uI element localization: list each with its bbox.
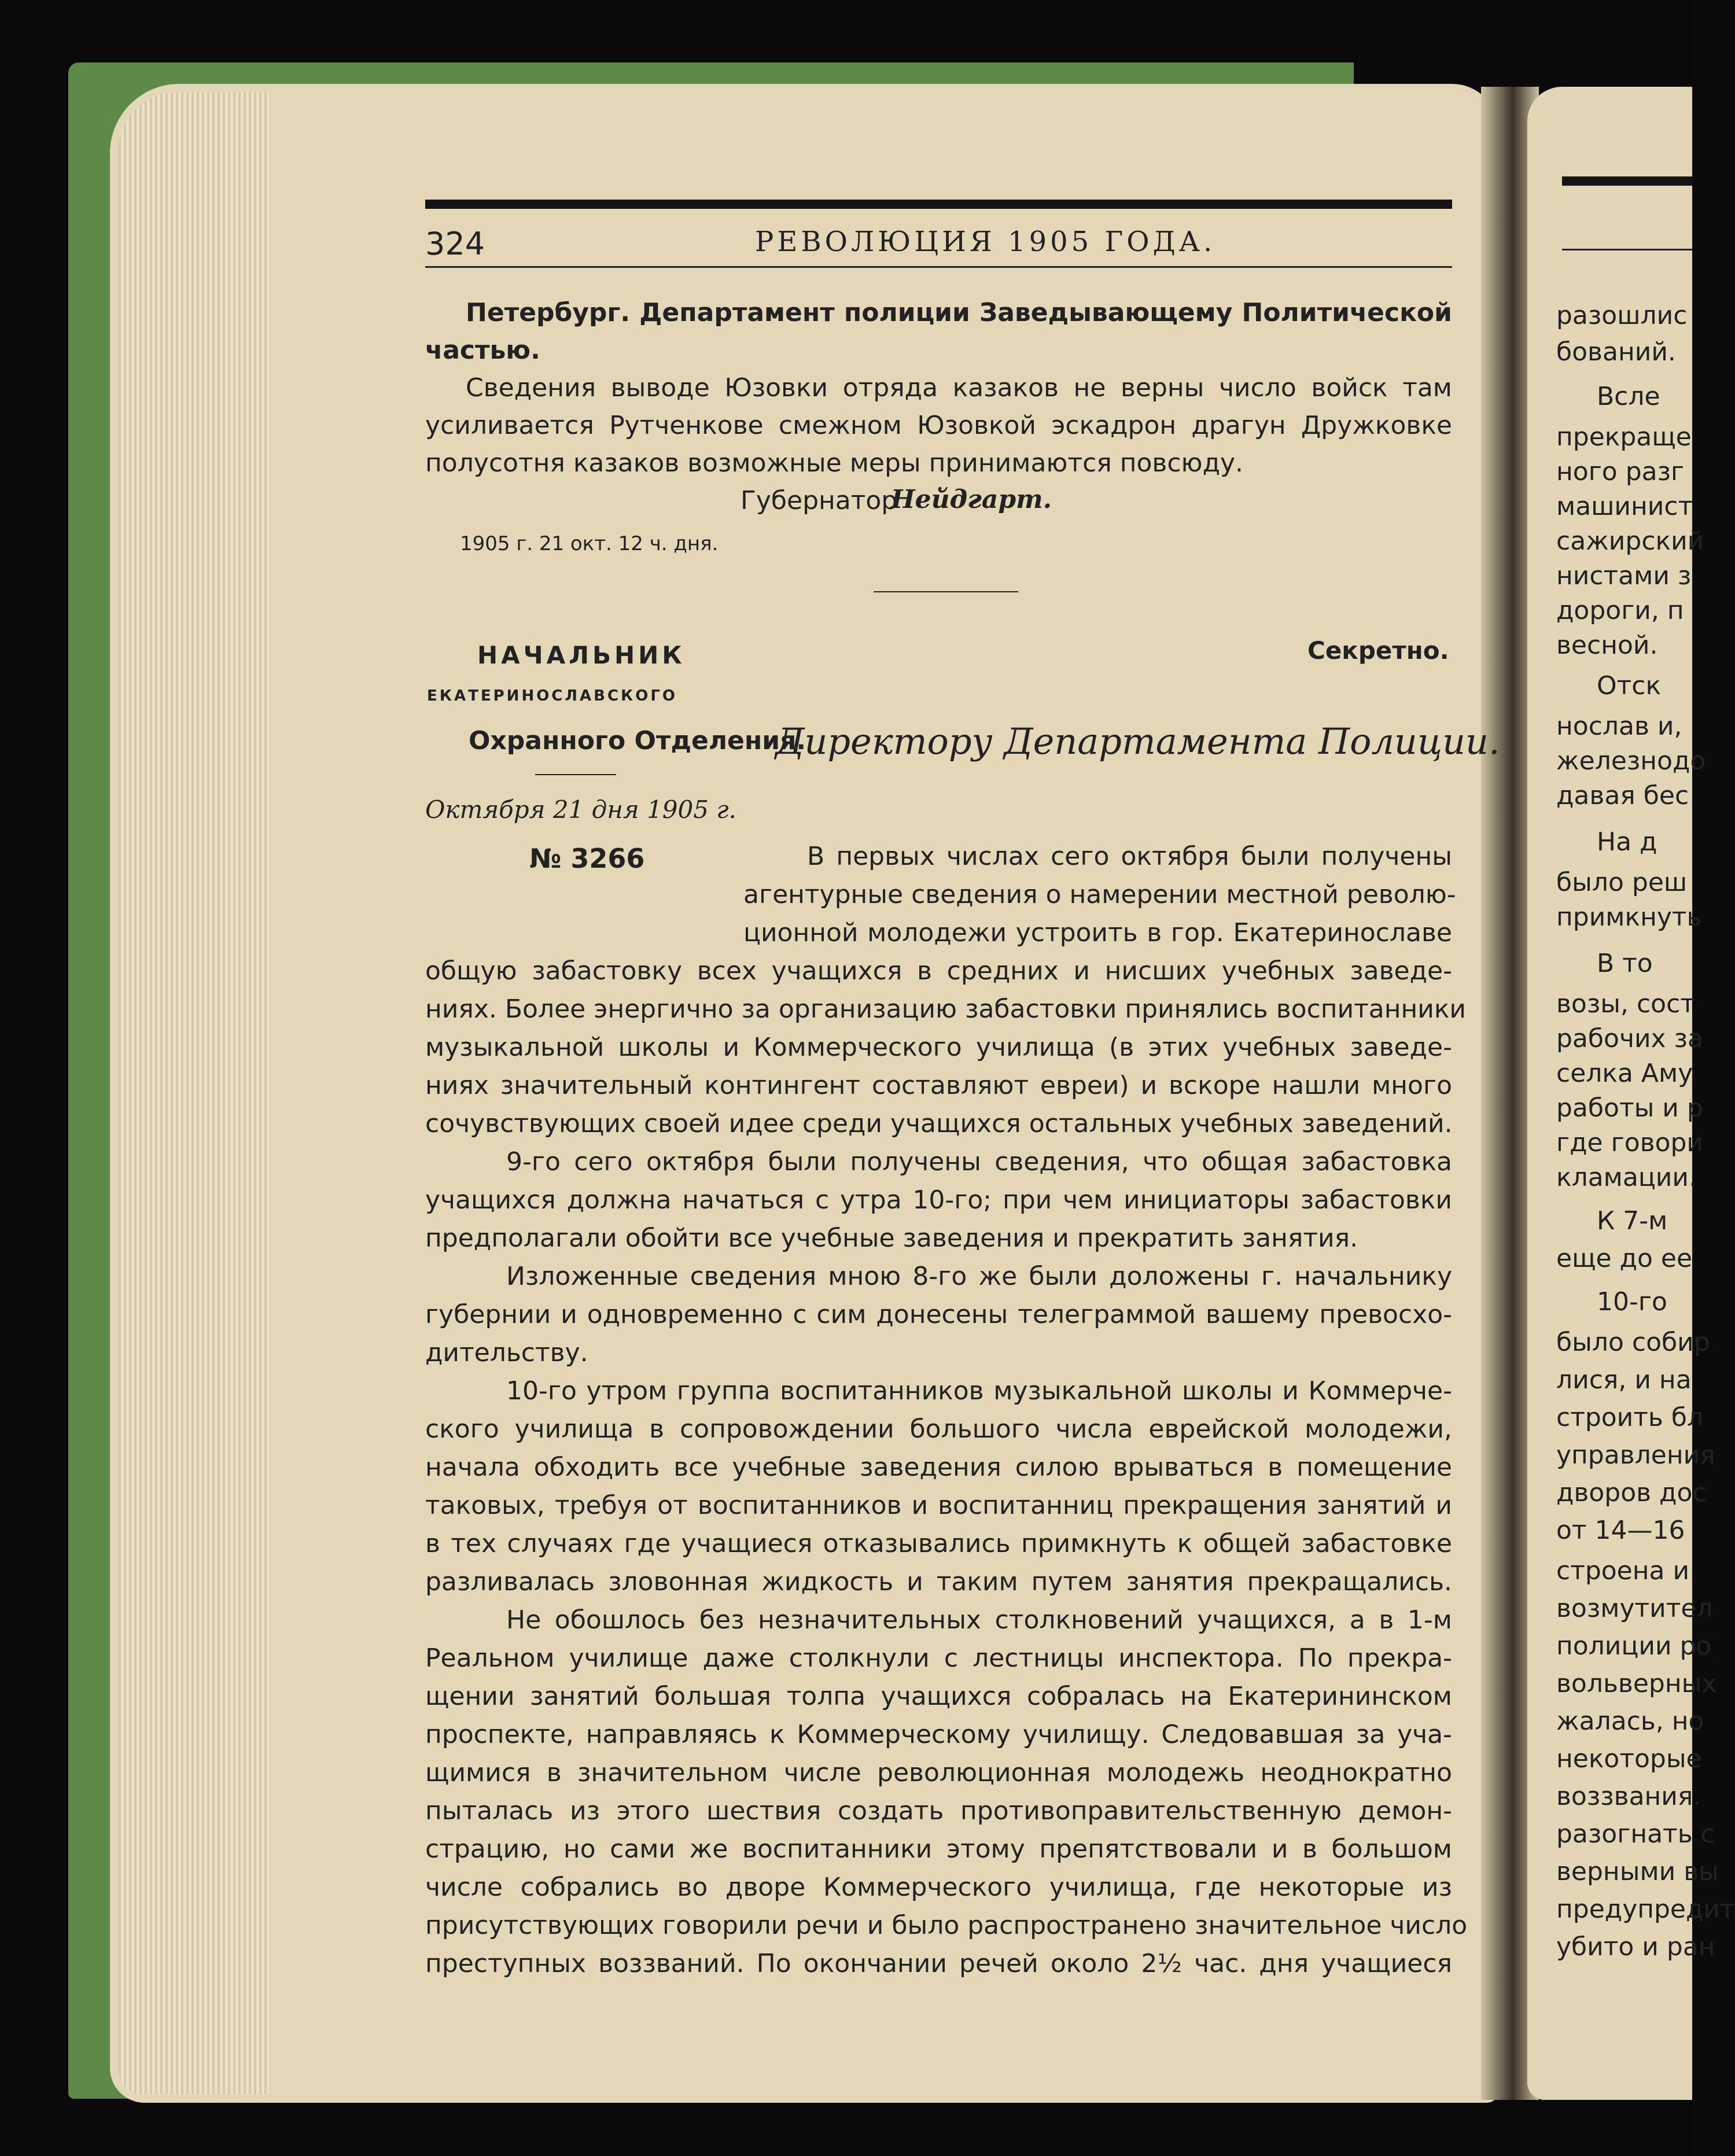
body-line: предполагали обойти все учебные заведения и прекратить занятия. bbox=[425, 1223, 1358, 1253]
right-fragment: некоторые bbox=[1556, 1744, 1702, 1774]
body-line: присутствующих говорили речи и было распространено значительное число bbox=[425, 1911, 1468, 1940]
right-fragment: лися, и на bbox=[1556, 1365, 1692, 1395]
right-fragment: давая бес bbox=[1556, 781, 1689, 810]
body-line: преступных воззваний. По окончании речей около 2½ час. дня учащиеся bbox=[425, 1949, 1452, 1978]
right-fragment: дороги, п bbox=[1556, 596, 1684, 625]
body-line: 9-го сего октября были получены сведения, что общая забастовка bbox=[506, 1147, 1452, 1177]
header-rule-thin bbox=[425, 266, 1452, 268]
page-number: 324 bbox=[425, 226, 485, 262]
right-fragment: возмутител bbox=[1556, 1594, 1713, 1623]
right-fragment: было реш bbox=[1556, 868, 1688, 897]
body-line: агентурные сведения о намерении местной револю- bbox=[743, 880, 1456, 909]
telegram-addressee-line: частью. bbox=[425, 336, 540, 365]
right-fragment: 10-го bbox=[1597, 1287, 1667, 1317]
right-fragment: дворов дос bbox=[1556, 1478, 1707, 1508]
right-fragment: возы, сост bbox=[1556, 989, 1695, 1019]
classification: Секретно. bbox=[1307, 636, 1449, 665]
report-number: № 3266 bbox=[529, 843, 645, 874]
right-fragment: бований. bbox=[1556, 337, 1676, 367]
right-fragment: было собир bbox=[1556, 1328, 1710, 1357]
body-line: ниях. Более энергично за организацию забастовки принялись воспитанники bbox=[425, 994, 1467, 1024]
body-line: музыкальной школы и Коммерческого училища (в этих учебных заведе- bbox=[425, 1033, 1452, 1062]
body-line: числе собрались во дворе Коммерческого училища, где некоторые из bbox=[425, 1873, 1452, 1902]
sender-department: ЕКАТЕРИНОСЛАВСКОГО bbox=[427, 687, 678, 705]
right-fragment: примкнуть bbox=[1556, 902, 1702, 932]
right-fragment: от 14—16 bbox=[1556, 1516, 1685, 1545]
report-addressee: Директору Департамента Полиции. bbox=[775, 720, 1500, 762]
body-line: Изложенные сведения мною 8-го же были доложены г. начальнику bbox=[506, 1262, 1452, 1291]
sender-separator bbox=[535, 774, 616, 775]
right-header-rule-thin bbox=[1562, 249, 1692, 250]
right-header-rule bbox=[1562, 176, 1692, 186]
right-fragment: строить бл bbox=[1556, 1403, 1704, 1432]
right-fragment: верными вы bbox=[1556, 1857, 1719, 1886]
body-line: общую забастовку всех учащихся в средних и нисших учебных заведе- bbox=[425, 956, 1452, 986]
telegram-signature-role: Губернатор bbox=[741, 486, 898, 515]
right-fragment: еще до ее bbox=[1556, 1244, 1693, 1273]
body-line: ского училища в сопровождении большого числа еврейской молодежи, bbox=[425, 1414, 1452, 1444]
running-title: РЕВОЛЮЦИЯ 1905 ГОДА. bbox=[755, 226, 1216, 258]
body-line: Не обошлось без незначительных столкновений учащихся, а в 1-м bbox=[506, 1605, 1452, 1635]
right-fragment: предупредит bbox=[1556, 1895, 1735, 1924]
right-fragment: строена и bbox=[1556, 1556, 1690, 1586]
sender-title: НАЧАЛЬНИК bbox=[477, 641, 686, 669]
right-fragment: кламации. bbox=[1556, 1163, 1697, 1192]
body-line: ционной молодежи устроить в гор. Екатеринославе bbox=[743, 918, 1452, 948]
body-line: губернии и одновременно с сим донесены телеграммой вашему превосхо- bbox=[425, 1300, 1452, 1329]
body-line: таковых, требуя от воспитанников и воспитанниц прекращения занятий и bbox=[425, 1491, 1452, 1520]
right-fragment: вольверных bbox=[1556, 1669, 1717, 1698]
right-fragment: работы и р bbox=[1556, 1093, 1703, 1123]
right-fragment: воззвания. bbox=[1556, 1782, 1701, 1811]
body-line: ниях значительный контингент составляют евреи) и вскоре нашли много bbox=[425, 1071, 1452, 1100]
section-separator bbox=[874, 591, 1018, 592]
right-fragment: полиции ро bbox=[1556, 1631, 1712, 1661]
body-line: В первых числах сего октября были получены bbox=[807, 842, 1452, 871]
telegram-signature-name: Нейдгарт. bbox=[891, 485, 1052, 514]
telegram-body-line: полусотня казаков возможные меры принимаются повсюду. bbox=[425, 448, 1244, 478]
body-line: сочувствующих своей идее среди учащихся остальных учебных заведений. bbox=[425, 1109, 1453, 1138]
body-line: в тех случаях где учащиеся отказывались примкнуть к общей забастовке bbox=[425, 1529, 1452, 1558]
body-line: Реальном училище даже столкнули с лестницы инспектора. По прекра- bbox=[425, 1643, 1452, 1673]
telegram-date: 1905 г. 21 окт. 12 ч. дня. bbox=[460, 532, 719, 555]
body-line: щимися в значительном числе революционная молодежь неоднократно bbox=[425, 1758, 1452, 1788]
right-fragment: машинист bbox=[1556, 492, 1693, 521]
right-fragment: Всле bbox=[1597, 382, 1660, 411]
right-fragment: Отск bbox=[1597, 671, 1662, 701]
body-line: страцию, но сами же воспитанники этому препятствовали и в большом bbox=[425, 1834, 1452, 1864]
body-line: учащихся должна начаться с утра 10-го; при чем инициаторы забастовки bbox=[425, 1185, 1452, 1215]
body-line: щении занятий большая толпа учащихся собралась на Екатерининском bbox=[425, 1682, 1452, 1711]
telegram-addressee-line: Петербург. Департамент полиции Заведывающему Политической bbox=[466, 298, 1452, 327]
right-fragment: ного разг bbox=[1556, 457, 1685, 487]
right-fragment: нослав и, bbox=[1556, 712, 1682, 741]
right-fragment: железнодо bbox=[1556, 746, 1706, 776]
body-line: пыталась из этого шествия создать противоправительственную демон- bbox=[425, 1796, 1452, 1826]
right-fragment: управления bbox=[1556, 1440, 1715, 1470]
right-fragment: убито и ран bbox=[1556, 1932, 1715, 1962]
body-line: проспекте, направляясь к Коммерческому училищу. Следовавшая за уча- bbox=[425, 1720, 1452, 1749]
right-fragment: рабочих за bbox=[1556, 1024, 1703, 1053]
right-fragment: селка Аму bbox=[1556, 1059, 1693, 1088]
right-fragment: На д bbox=[1597, 827, 1657, 857]
telegram-body-line: усиливается Рутченкове смежном Юзовкой эскадрон драгун Дружковке bbox=[425, 411, 1452, 440]
right-fragment: разошлис bbox=[1556, 301, 1688, 330]
right-fragment: прекраще bbox=[1556, 422, 1692, 452]
right-fragment: разогнать с bbox=[1556, 1819, 1715, 1849]
body-line: 10-го утром группа воспитанников музыкальной школы и Коммерче- bbox=[506, 1376, 1452, 1406]
right-fragment: сажирский bbox=[1556, 526, 1704, 556]
body-line: дительству. bbox=[425, 1338, 588, 1368]
telegram-body-line: Сведения выводе Юзовки отряда казаков не верны число войск там bbox=[466, 373, 1452, 403]
right-fragment: нистами з bbox=[1556, 561, 1692, 591]
header-rule-heavy bbox=[425, 200, 1452, 209]
body-line: разливалась зловонная жидкость и таким путем занятия прекращались. bbox=[425, 1567, 1452, 1597]
right-fragment: В то bbox=[1597, 949, 1653, 978]
report-date: Октября 21 дня 1905 г. bbox=[425, 795, 736, 824]
right-fragment: жалась, но bbox=[1556, 1707, 1704, 1736]
sender-department-sub: Охранного Отделения. bbox=[469, 726, 806, 755]
right-fragment: К 7-м bbox=[1597, 1206, 1668, 1236]
right-fragment: весной. bbox=[1556, 631, 1658, 660]
right-fragment: где говори bbox=[1556, 1128, 1704, 1158]
body-line: начала обходить все учебные заведения силою врываться в помещение bbox=[425, 1453, 1452, 1482]
